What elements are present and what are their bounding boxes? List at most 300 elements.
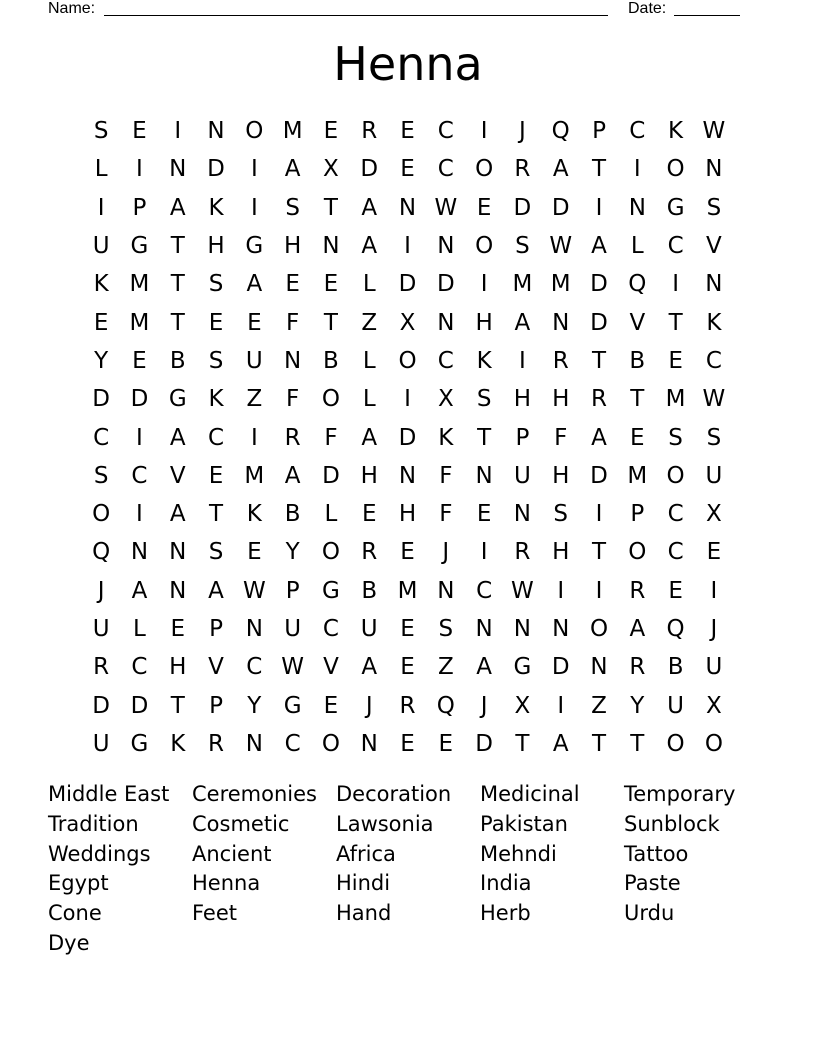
grid-letter: E bbox=[400, 654, 415, 681]
grid-letter: U bbox=[513, 462, 531, 489]
grid-letter: N bbox=[437, 233, 455, 260]
grid-letter: I bbox=[480, 271, 488, 298]
grid-letter: I bbox=[595, 501, 603, 528]
grid-letter: V bbox=[169, 462, 186, 489]
grid-letter: O bbox=[666, 730, 685, 757]
grid-letter: E bbox=[247, 539, 262, 566]
grid-letter: S bbox=[476, 386, 492, 413]
grid-letter: A bbox=[361, 424, 378, 451]
grid-letter: A bbox=[361, 233, 378, 260]
grid-letter: C bbox=[437, 118, 454, 145]
grid-letter: T bbox=[591, 539, 607, 566]
grid-letter: U bbox=[92, 616, 110, 642]
grid-letter: O bbox=[398, 347, 417, 374]
grid-letter: I bbox=[250, 156, 258, 183]
grid-letter: H bbox=[360, 462, 378, 489]
word-list-item: Temporary bbox=[624, 782, 736, 806]
grid-letter: T bbox=[515, 730, 530, 757]
grid-letter: A bbox=[552, 730, 569, 757]
grid-letter: C bbox=[705, 347, 722, 374]
grid-letter: O bbox=[628, 539, 647, 566]
grid-letter: E bbox=[323, 692, 339, 719]
grid-letter: C bbox=[246, 654, 263, 681]
grid-letter: T bbox=[323, 309, 338, 336]
grid-letter: A bbox=[514, 309, 531, 336]
grid-letter: A bbox=[591, 233, 607, 260]
grid-letter: E bbox=[476, 501, 492, 528]
grid-letter: A bbox=[169, 194, 186, 221]
grid-letter: H bbox=[207, 233, 225, 260]
grid-letter: N bbox=[513, 616, 532, 642]
grid-letter: N bbox=[284, 347, 302, 374]
grid-letter: C bbox=[476, 577, 493, 604]
grid-letter: M bbox=[550, 271, 571, 298]
grid-letter: K bbox=[246, 501, 262, 528]
grid-letter: V bbox=[706, 233, 722, 260]
grid-letter: J bbox=[519, 118, 526, 145]
word-list-item: Decoration bbox=[336, 782, 452, 806]
grid-letter: R bbox=[591, 386, 607, 413]
grid-letter: D bbox=[130, 386, 149, 413]
grid-letter: N bbox=[437, 309, 455, 336]
name-label: Name: bbox=[48, 0, 96, 17]
grid-letter: N bbox=[705, 271, 723, 298]
grid-letter: Q bbox=[551, 118, 570, 145]
grid-letter: E bbox=[400, 118, 415, 145]
grid-letter: M bbox=[512, 271, 533, 298]
grid-letter: F bbox=[554, 424, 568, 451]
grid-letter: R bbox=[552, 347, 569, 374]
grid-letter: I bbox=[710, 577, 718, 604]
grid-letter: T bbox=[170, 233, 185, 260]
grid-letter: D bbox=[92, 386, 110, 413]
grid-letter: D bbox=[207, 156, 225, 183]
grid-letter: S bbox=[706, 194, 722, 221]
grid-letter: D bbox=[398, 271, 417, 298]
grid-letter: T bbox=[170, 271, 185, 298]
grid-letter: E bbox=[400, 730, 415, 757]
grid-letter: B bbox=[323, 347, 339, 374]
word-list-item: Sunblock bbox=[624, 811, 720, 836]
grid-letter: F bbox=[286, 386, 300, 413]
grid-letter: G bbox=[322, 577, 340, 604]
grid-letter: E bbox=[476, 194, 492, 221]
grid-letter: A bbox=[361, 654, 378, 681]
grid-letter: N bbox=[552, 616, 570, 642]
grid-letter: E bbox=[132, 118, 147, 145]
grid-letter: G bbox=[245, 233, 264, 260]
grid-letter: O bbox=[589, 616, 609, 642]
grid-letter: C bbox=[629, 118, 646, 145]
word-list-item: Tattoo bbox=[624, 841, 689, 866]
grid-letter: A bbox=[629, 616, 646, 642]
grid-letter: T bbox=[591, 730, 607, 757]
grid-letter: S bbox=[668, 424, 683, 451]
grid-letter: G bbox=[130, 233, 149, 260]
grid-letter: T bbox=[630, 730, 645, 757]
grid-letter: T bbox=[170, 692, 185, 719]
grid-letter: R bbox=[629, 577, 646, 604]
grid-letter: K bbox=[438, 424, 454, 451]
grid-letter: B bbox=[361, 577, 378, 604]
word-list-item: Pakistan bbox=[480, 811, 568, 836]
grid-letter: Y bbox=[247, 692, 262, 719]
grid-letter: N bbox=[705, 156, 723, 183]
grid-letter: E bbox=[285, 271, 300, 298]
grid-letter: U bbox=[92, 233, 110, 260]
grid-letter: N bbox=[207, 118, 225, 145]
grid-letter: Q bbox=[666, 616, 685, 642]
grid-letter: I bbox=[136, 156, 143, 183]
date-blank-line bbox=[674, 15, 740, 16]
grid-letter: D bbox=[322, 462, 340, 489]
grid-letter: X bbox=[706, 692, 722, 719]
grid-letter: T bbox=[591, 347, 607, 374]
grid-letter: Q bbox=[436, 692, 455, 719]
word-list-item: Dye bbox=[48, 930, 90, 955]
grid-letter: R bbox=[361, 118, 378, 145]
grid-letter: D bbox=[513, 194, 532, 221]
grid-letter: X bbox=[706, 501, 722, 528]
grid-letter: C bbox=[131, 462, 148, 489]
grid-letter: Y bbox=[94, 347, 109, 374]
grid-letter: K bbox=[668, 118, 684, 145]
grid-letter: I bbox=[672, 271, 679, 298]
grid-letter: U bbox=[92, 730, 110, 757]
grid-letter: C bbox=[667, 501, 684, 528]
grid-letter: X bbox=[323, 156, 339, 183]
grid-letter: X bbox=[514, 692, 531, 719]
grid-letter: N bbox=[398, 194, 417, 221]
grid-letter: D bbox=[360, 156, 379, 183]
grid-letter: W bbox=[549, 233, 573, 260]
grid-letter: H bbox=[169, 654, 187, 681]
grid-letter: C bbox=[131, 654, 148, 681]
word-list-item: Egypt bbox=[48, 871, 109, 896]
grid-letter: O bbox=[475, 233, 494, 260]
grid-letter: A bbox=[476, 654, 492, 681]
word-list-item: Hindi bbox=[336, 871, 391, 896]
grid-letter: I bbox=[136, 501, 143, 528]
grid-letter: R bbox=[361, 539, 378, 566]
grid-letter: G bbox=[130, 730, 149, 757]
grid-letter: D bbox=[92, 692, 110, 719]
grid-letter: O bbox=[704, 730, 723, 757]
grid-letter: N bbox=[552, 309, 570, 336]
word-list-item: Tradition bbox=[48, 811, 139, 836]
word-list-item: Henna bbox=[192, 871, 261, 896]
grid-letter: C bbox=[284, 730, 301, 757]
name-blank-line bbox=[104, 15, 608, 16]
grid-letter: Z bbox=[437, 654, 454, 681]
grid-letter: C bbox=[322, 616, 339, 642]
grid-letter: G bbox=[283, 692, 302, 719]
grid-letter: D bbox=[590, 309, 608, 336]
grid-letter: R bbox=[93, 654, 110, 681]
grid-letter: H bbox=[552, 462, 570, 489]
page-title: Henna bbox=[333, 37, 483, 91]
grid-letter: P bbox=[209, 692, 223, 719]
grid-letter: M bbox=[129, 309, 150, 336]
grid-letter: H bbox=[513, 386, 532, 413]
grid-letter: C bbox=[437, 347, 454, 374]
header bbox=[48, 0, 748, 20]
grid-letter: I bbox=[519, 347, 526, 374]
word-list-item: Ceremonies bbox=[192, 782, 317, 806]
grid-letter: L bbox=[362, 347, 376, 374]
grid-letter: T bbox=[323, 194, 338, 221]
word-list-item: Mehndi bbox=[480, 841, 557, 866]
grid-letter: E bbox=[400, 539, 415, 566]
grid-letter: I bbox=[557, 692, 565, 719]
grid-letter: D bbox=[398, 424, 417, 451]
grid-letter: A bbox=[284, 462, 301, 489]
grid-letter: E bbox=[93, 309, 109, 336]
grid-letter: U bbox=[245, 347, 263, 374]
grid-letter: Z bbox=[591, 692, 607, 719]
grid-letter: T bbox=[630, 386, 645, 413]
grid-letter: R bbox=[284, 424, 301, 451]
grid-letter: O bbox=[245, 118, 264, 145]
grid-letter: N bbox=[169, 156, 187, 183]
word-list-item: Paste bbox=[624, 871, 681, 896]
grid-letter: L bbox=[133, 616, 146, 642]
word-list-item: Ancient bbox=[192, 841, 272, 866]
grid-letter: N bbox=[322, 233, 340, 260]
grid-letter: A bbox=[208, 577, 224, 604]
grid-letter: G bbox=[513, 654, 532, 681]
grid-letter: G bbox=[666, 194, 685, 221]
grid-letter: L bbox=[324, 501, 338, 528]
grid-letter: S bbox=[515, 233, 530, 260]
grid-letter: C bbox=[667, 539, 684, 566]
grid-letter: A bbox=[169, 501, 186, 528]
grid-letter: N bbox=[590, 654, 608, 681]
grid-letter: O bbox=[321, 386, 340, 413]
grid-letter: W bbox=[242, 577, 266, 604]
grid-letter: U bbox=[705, 654, 723, 681]
grid-letter: A bbox=[591, 424, 607, 451]
grid-letter: J bbox=[442, 539, 450, 566]
grid-letter: S bbox=[706, 424, 722, 451]
grid-letter: D bbox=[590, 462, 608, 489]
grid-letter: P bbox=[630, 501, 645, 528]
grid-letter: A bbox=[361, 194, 378, 221]
word-list-item: Urdu bbox=[624, 901, 675, 926]
grid-letter: I bbox=[404, 233, 411, 260]
grid-letter: N bbox=[513, 501, 532, 528]
grid-letter: B bbox=[667, 654, 684, 681]
word-list-item: Africa bbox=[336, 841, 396, 866]
grid-letter: R bbox=[629, 654, 646, 681]
grid-letter: T bbox=[209, 501, 224, 528]
grid-letter: B bbox=[284, 501, 301, 528]
grid-letter: E bbox=[668, 347, 683, 374]
grid-letter: F bbox=[439, 501, 453, 528]
grid-letter: E bbox=[400, 156, 415, 183]
grid-letter: S bbox=[208, 271, 224, 298]
grid-letter: I bbox=[136, 424, 143, 451]
grid-letter: P bbox=[209, 616, 223, 642]
grid-letter: N bbox=[130, 539, 149, 566]
grid-letter: I bbox=[557, 577, 565, 604]
grid-letter: W bbox=[511, 577, 534, 604]
grid-letter: Y bbox=[285, 539, 300, 566]
word-list-item: Feet bbox=[192, 901, 238, 926]
grid-letter: H bbox=[398, 501, 417, 528]
grid-letter: C bbox=[437, 156, 454, 183]
grid-letter: H bbox=[552, 539, 570, 566]
grid-letter: R bbox=[208, 730, 225, 757]
grid-letter: X bbox=[437, 386, 454, 413]
grid-letter: O bbox=[666, 462, 685, 489]
grid-letter: N bbox=[360, 730, 378, 757]
grid-letter: P bbox=[515, 424, 530, 451]
grid-letter: A bbox=[131, 577, 148, 604]
grid-letter: L bbox=[362, 271, 376, 298]
word-list bbox=[48, 780, 768, 959]
word-list-item: Lawsonia bbox=[336, 811, 434, 836]
grid-letter: D bbox=[130, 692, 149, 719]
grid-letter: E bbox=[630, 424, 645, 451]
grid-letter: H bbox=[552, 386, 570, 413]
word-list-item: Herb bbox=[480, 901, 531, 926]
grid-letter: A bbox=[552, 156, 569, 183]
grid-letter: D bbox=[551, 654, 570, 681]
grid-letter: O bbox=[475, 156, 494, 183]
word-list-item: Middle East bbox=[48, 782, 170, 806]
grid-letter: F bbox=[439, 462, 453, 489]
grid-letter: N bbox=[475, 616, 493, 642]
grid-letter: J bbox=[480, 692, 488, 719]
grid-letter: E bbox=[668, 577, 683, 604]
date-label: Date: bbox=[628, 0, 667, 17]
grid-letter: N bbox=[245, 730, 263, 757]
grid-letter: W bbox=[702, 118, 726, 145]
grid-letter: A bbox=[284, 156, 301, 183]
grid-letter: A bbox=[246, 271, 263, 298]
grid-letter: I bbox=[480, 118, 488, 145]
grid-letter: M bbox=[282, 118, 303, 145]
grid-letter: E bbox=[361, 501, 377, 528]
grid-letter: I bbox=[595, 577, 603, 604]
grid-letter: N bbox=[169, 577, 187, 604]
grid-letter: D bbox=[475, 730, 493, 757]
grid-letter: Q bbox=[92, 539, 111, 566]
word-list-item: Medicinal bbox=[480, 782, 580, 806]
grid-letter: Z bbox=[246, 386, 263, 413]
grid-letter: W bbox=[281, 654, 304, 681]
grid-letter: E bbox=[208, 309, 224, 336]
grid-letter: S bbox=[285, 194, 300, 221]
grid-letter: I bbox=[633, 156, 641, 183]
grid-letter: S bbox=[553, 501, 569, 528]
grid-letter: B bbox=[169, 347, 186, 374]
grid-letter: D bbox=[551, 194, 570, 221]
grid-letter: T bbox=[591, 156, 607, 183]
grid-letter: N bbox=[398, 462, 417, 489]
grid-letter: M bbox=[397, 577, 418, 604]
grid-letter: J bbox=[97, 577, 105, 604]
grid-letter: B bbox=[629, 347, 646, 374]
grid-letter: T bbox=[668, 309, 683, 336]
grid-letter: C bbox=[208, 424, 225, 451]
word-list-item: Cone bbox=[48, 901, 102, 926]
grid-letter: W bbox=[434, 194, 458, 221]
grid-letter: G bbox=[168, 386, 187, 413]
word-search-grid bbox=[82, 112, 733, 763]
grid-letter: T bbox=[477, 424, 492, 451]
grid-letter: E bbox=[706, 539, 722, 566]
grid-letter: K bbox=[170, 730, 186, 757]
grid-letter: K bbox=[208, 194, 224, 221]
grid-letter: L bbox=[94, 156, 108, 183]
grid-letter: E bbox=[208, 462, 224, 489]
grid-letter: O bbox=[92, 501, 111, 528]
grid-letter: E bbox=[400, 616, 415, 642]
grid-letter: N bbox=[475, 462, 493, 489]
grid-letter: I bbox=[250, 194, 258, 221]
grid-letter: I bbox=[174, 118, 182, 145]
grid-letter: Y bbox=[630, 692, 645, 719]
grid-letter: H bbox=[283, 233, 302, 260]
grid-letter: K bbox=[706, 309, 722, 336]
grid-letter: N bbox=[169, 539, 187, 566]
grid-letter: D bbox=[436, 271, 455, 298]
grid-letter: R bbox=[399, 692, 416, 719]
grid-letter: S bbox=[438, 616, 454, 642]
grid-letter: U bbox=[284, 616, 302, 642]
grid-letter: K bbox=[93, 271, 109, 298]
grid-letter: I bbox=[250, 424, 258, 451]
grid-letter: S bbox=[208, 539, 224, 566]
grid-letter: J bbox=[365, 692, 373, 719]
grid-letter: E bbox=[132, 347, 147, 374]
word-list-item: Weddings bbox=[48, 841, 151, 866]
grid-letter: V bbox=[629, 309, 646, 336]
grid-letter: O bbox=[666, 156, 685, 183]
grid-letter: E bbox=[323, 271, 339, 298]
grid-letter: U bbox=[705, 462, 723, 489]
grid-letter: K bbox=[208, 386, 224, 413]
word-list-item: Hand bbox=[336, 901, 392, 926]
grid-letter: H bbox=[475, 309, 493, 336]
grid-letter: X bbox=[399, 309, 416, 336]
grid-letter: F bbox=[324, 424, 338, 451]
grid-letter: D bbox=[590, 271, 608, 298]
grid-letter: O bbox=[321, 539, 340, 566]
grid-letter: I bbox=[480, 539, 488, 566]
grid-letter: P bbox=[132, 194, 147, 221]
grid-letter: V bbox=[208, 654, 224, 681]
grid-letter: P bbox=[592, 118, 606, 145]
grid-letter: S bbox=[93, 118, 109, 145]
grid-letter: T bbox=[170, 309, 185, 336]
grid-letter: L bbox=[630, 233, 644, 260]
grid-letter: S bbox=[93, 462, 109, 489]
grid-letter: R bbox=[514, 156, 531, 183]
grid-letter: C bbox=[667, 233, 684, 260]
grid-letter: L bbox=[362, 386, 376, 413]
grid-letter: N bbox=[628, 194, 646, 221]
grid-letter: N bbox=[437, 577, 455, 604]
grid-letter: I bbox=[404, 386, 411, 413]
grid-letter: E bbox=[438, 730, 454, 757]
grid-letter: U bbox=[360, 616, 378, 642]
word-list-item: India bbox=[480, 871, 532, 896]
grid-letter: J bbox=[710, 616, 718, 642]
grid-letter: V bbox=[323, 654, 339, 681]
